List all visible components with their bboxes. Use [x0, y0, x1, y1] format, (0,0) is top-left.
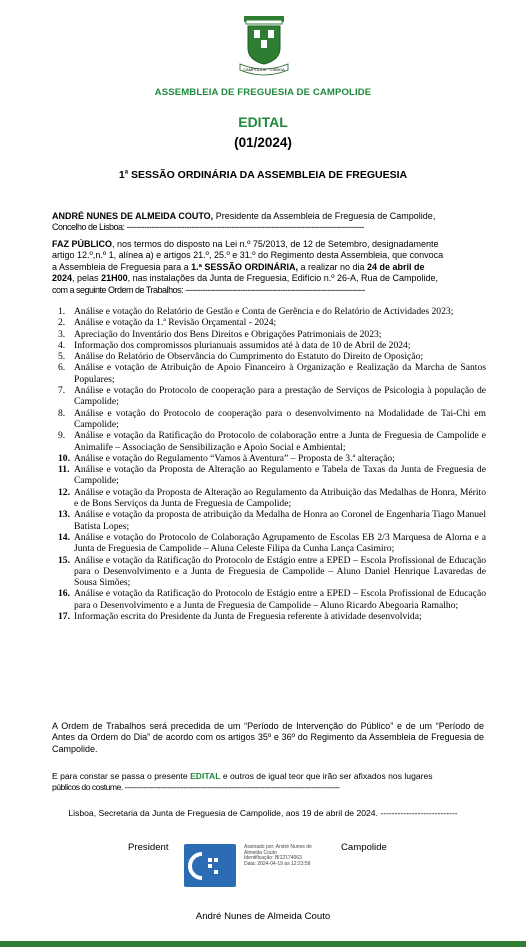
agenda-item-number: 16. — [58, 588, 70, 600]
agenda-item-text: Análise e votação da proposta de atribuição da Medalha de Honra ao Coronel de Engenharia Tiago Manuel Batista Lopes; — [74, 509, 486, 532]
agenda-item-text: Análise e votação do Regulamento “Vamos à Aventura” – Proposta de 3.ª alteração; — [74, 452, 395, 464]
agenda-item-number: 17. — [58, 611, 70, 623]
intro-paragraph — [52, 211, 482, 234]
session-prefix: 1 — [118, 169, 125, 181]
agenda-item-text: Análise e votação do Protocolo de cooperação para a prestação de Serviços de Psicologia à população de Campolide; — [74, 385, 486, 408]
intro-line-2: Concelho de Lisboa: ----------------------------------------------------------------------------------------------- — [52, 222, 364, 233]
signature-seal-text — [244, 845, 330, 867]
faz-line-3a: a Assembleia de Freguesia para a — [52, 261, 192, 272]
agenda-item-text: Apreciação do Inventário dos Bens Direitos e Obrigações Patrimoniais de 2023; — [74, 328, 382, 340]
agenda-item-text: Análise e votação da Ratificação do Protocolo de Estágio entre a EPED – Escola Profissional de Educação para o Desenvolvimento e a Junta de Freguesia de Campolide – Aluno Daniel Henrique Lavaredas de Sousa Simões; — [74, 554, 486, 589]
agenda-item-number: 6. — [58, 362, 66, 374]
agenda-item-text: Informação dos compromissos plurianuais assumidos até à data de 10 de Abril de 2024; — [74, 339, 411, 351]
session-rest: SESSÃO ORDINÁRIA DA ASSEMBLEIA DE FREGUESIA — [128, 169, 408, 181]
signature-left-label: President — [128, 842, 169, 853]
agenda-item — [52, 555, 486, 589]
closing-paragraph: A Ordem de Trabalhos será precedida de um “Período de Intervenção do Público” e de um “Período de Antes da Ordem do Dia” de acordo com os artigos 35º e 36º do Regimento da Assembleia de Freguesia de Campolide. — [52, 721, 484, 754]
crest-caption: CAMPOLIDE · LISBOA — [243, 67, 285, 72]
agenda-item-number: 13. — [58, 509, 70, 521]
faz-line-4b: , pelas — [72, 273, 102, 284]
agenda-item-number: 12. — [58, 486, 70, 498]
agenda-item-number: 10. — [58, 452, 70, 464]
date-line: Lisboa, Secretaria da Junta de Freguesia de Campolide, aos 19 de abril de 2024. --------------------------- — [68, 808, 458, 818]
public-notice-paragraph — [52, 239, 484, 296]
agenda-item-number: 14. — [58, 531, 70, 543]
document-number: (01/2024) — [234, 135, 292, 150]
agenda-item — [52, 588, 486, 611]
agenda-item-number: 9. — [58, 430, 66, 442]
president-name: ANDRÉ NUNES DE ALMEIDA COUTO, — [52, 211, 214, 221]
session-time: 21H00 — [101, 273, 128, 284]
signature-right-label: Campolide — [341, 842, 387, 853]
footer-bar — [0, 941, 526, 947]
faz-line-2: artigo 12.º,n.º 1, alínea a) e artigos 21.º, 25.º e 31.º do Regimento desta Assembleia, que convoca — [52, 250, 444, 261]
agenda-item-text: Análise e votação da Proposta de Alteração ao Regulamento e Tabela de Taxas da Junta de Freguesia de Campolide; — [74, 464, 486, 487]
agenda-item-number: 15. — [58, 554, 70, 566]
session-date: 24 de abril de — [367, 261, 425, 272]
agenda-item — [52, 340, 486, 351]
agenda-item-text: Análise e votação do Relatório de Gestão e Conta de Gerência e do Relatório de Actividades 2023; — [74, 306, 454, 317]
agenda-item-text: Análise e votação da Ratificação do Protocolo de colaboração entre a Junta de Freguesia de Campolide e Animalife – Associação de Sensibilização e Apoio Social e Ambiental; — [74, 430, 486, 453]
seal-line: Assinado por: André Nunes de — [244, 844, 312, 850]
faz-line-3c: a realizar no dia — [297, 261, 367, 272]
agenda-item-number: 2. — [58, 317, 66, 329]
agenda-item-number: 7. — [58, 385, 66, 397]
intro-role: Presidente da Assembleia de Freguesia de Campolide, — [213, 211, 436, 221]
agenda-item-text: Análise e votação da Ratificação do Protocolo de Estágio entre a EPED – Escola Profissional de Educação para o Desenvolvimento e a Junta de Freguesia de Campolide – Aluno Ricardo Abegoaria Ramalho; — [74, 588, 486, 611]
agenda-item — [52, 362, 486, 385]
agenda-item-text: Análise e votação do Protocolo de cooperação para o desenvolvimento na Modalidade de Tai-Chi em Campolide; — [74, 407, 486, 430]
agenda-item — [52, 487, 486, 510]
agenda-item — [52, 317, 486, 328]
agenda-item — [52, 532, 486, 555]
agenda-item — [52, 408, 486, 431]
posting-notice-d: públicos do costume. ------------------------------------------------------------------------------------------- — [52, 781, 340, 792]
posting-notice — [52, 771, 484, 793]
agenda-item-text: Informação escrita do Presidente da Junta de Freguesia referente à atividade desenvolvida; — [74, 611, 422, 623]
agenda-item-number: 4. — [58, 339, 66, 351]
agenda-item — [52, 329, 486, 340]
agenda-item-text: Análise do Relatório de Observância do Cumprimento do Estatuto do Direito de Oposição; — [74, 351, 424, 363]
faz-line-5: com a seguinte Ordem de Trabalhos: ------------------------------------------------------------------------ — [52, 284, 365, 295]
session-title — [0, 169, 526, 181]
seal-line: Almeida Couto — [244, 849, 277, 856]
assembly-title: ASSEMBLEIA DE FREGUESIA DE CAMPOLIDE — [154, 87, 372, 98]
faz-line-4d: , nas instalações da Junta de Freguesia, Edifício n.º 26-A, Rua de Campolide, — [127, 273, 439, 284]
agenda-item — [52, 464, 486, 487]
seal-line: Data: 2024-04-19 às 12:23:59 — [244, 860, 311, 867]
agenda-item — [52, 385, 486, 408]
agenda-item — [52, 611, 486, 622]
parish-crest-icon — [236, 14, 292, 78]
agenda-item — [52, 430, 486, 453]
faz-line-1: , nos termos do disposto na Lei n.º 75/2013, de 12 de Setembro, designadamente — [112, 239, 439, 249]
document-type: EDITAL — [238, 114, 288, 130]
signer-name: André Nunes de Almeida Couto — [195, 911, 331, 922]
posting-notice-a: E para constar se passa o presente — [52, 771, 191, 781]
agenda-item-number: 1. — [58, 306, 66, 317]
posting-notice-c: e outros de igual teor que irão ser afixados nos lugares — [220, 771, 433, 781]
agenda-item — [52, 306, 486, 317]
agenda-item-number: 11. — [58, 464, 70, 476]
session-name-inline: 1.ª SESSÃO ORDINÁRIA, — [191, 261, 298, 272]
session-year: 2024 — [52, 273, 73, 284]
posting-notice-edital: EDITAL — [190, 771, 221, 781]
digital-signature-seal-icon — [184, 844, 236, 887]
agenda-item — [52, 351, 486, 362]
agenda-item — [52, 509, 486, 532]
agenda-item-text: Análise e votação do Protocolo de Colaboração Agrupamento de Escolas EB 2/3 Marquesa de Alorna e a Junta de Freguesia de Campolide – Aluna Celeste Filipa da Cunha Lança Casimiro; — [74, 531, 486, 555]
agenda-item-number: 5. — [58, 351, 66, 363]
seal-line: Identificação: BI12174063 — [244, 855, 302, 862]
agenda-item — [52, 453, 486, 464]
agenda-item-number: 8. — [58, 407, 66, 419]
agenda-item-text: Análise e votação de Atribuição de Apoio Financeiro à Organização e Realização da Marcha de Santos Populares; — [74, 362, 486, 385]
agenda-item-text: Análise e votação da 1.ª Revisão Orçamental - 2024; — [74, 317, 277, 329]
faz-publico: FAZ PÚBLICO — [52, 239, 112, 249]
agenda-item-number: 3. — [58, 328, 66, 340]
session-ordinal: a — [124, 169, 129, 176]
agenda-item-text: Análise e votação da Proposta de Alteração ao Regulamento da Atribuição das Medalhas de Honra, Mérito e de Bons Serviços da Junta de Freguesia de Campolide; — [74, 486, 486, 510]
agenda-list — [52, 306, 486, 622]
